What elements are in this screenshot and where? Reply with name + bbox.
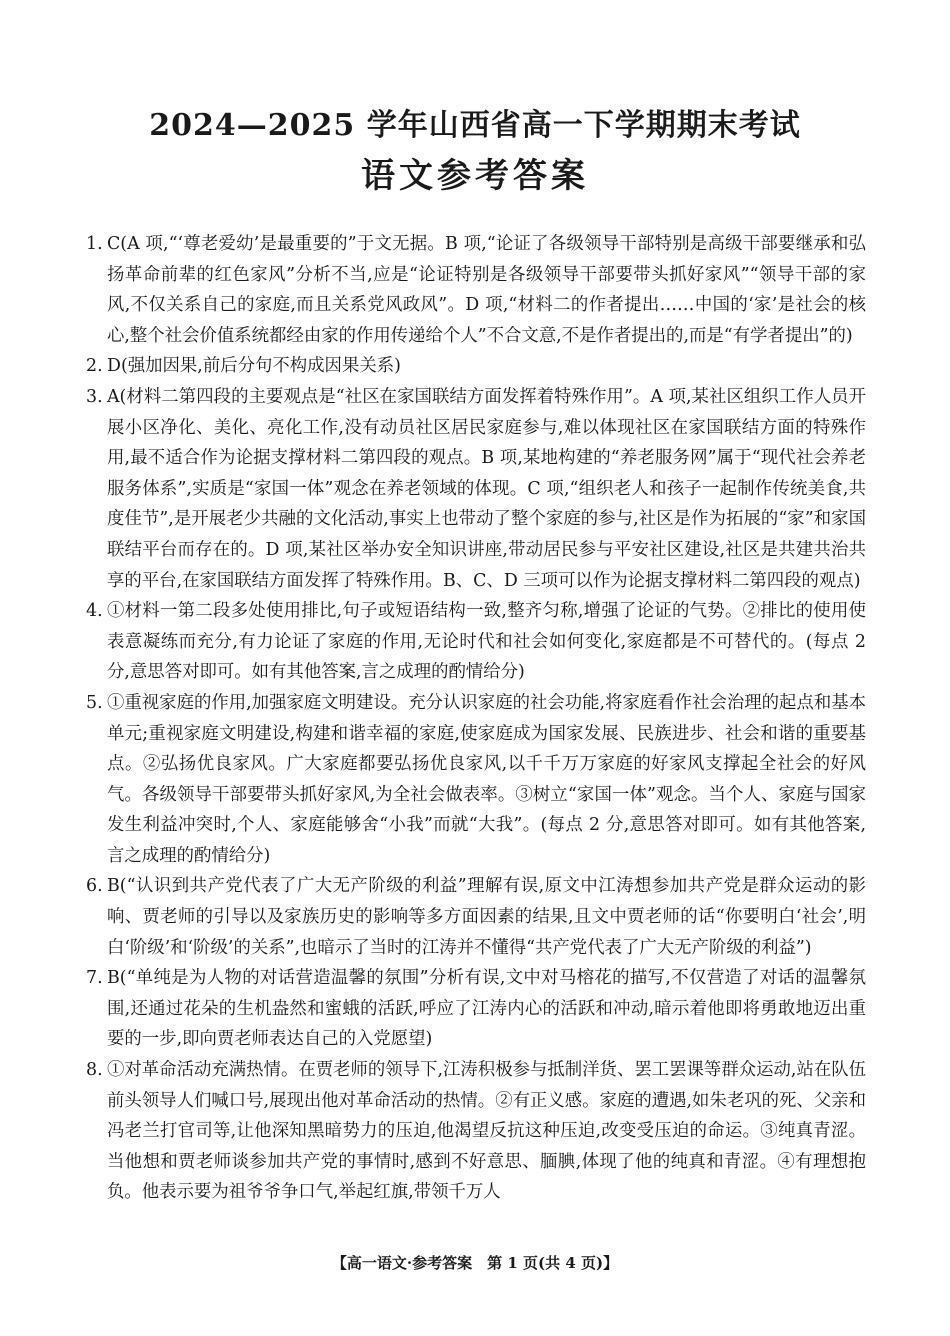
answer-item-8	[86, 1055, 866, 1208]
answer-number: 3.	[86, 386, 103, 407]
answer-number: 6.	[86, 876, 103, 897]
answer-number: 4.	[86, 601, 103, 622]
answer-text: A(材料二第四段的主要观点是“社区在家国联结方面发挥着特殊作用”。A 项,某社区组织工作人员开展小区净化、美化、亮化工作,没有动员社区居民家庭参与,难以体现社区在家国联结方面的特殊作用,最不适合作为论据支撑材料二第四段的观点。B 项,某地构建的“养老服务网”属于“现代社会养老服务体系”,实质是“家国一体”观念在养老领域的体现。C 项,“组织老人和孩子一起制作传统美食,共度佳节”,是开展老少共融的文化活动,事实上也带动了整个家庭的参与,社区是作为拓展的“家”和家国联结平台而存在的。D 项,某社区举办安全知识讲座,带动居民参与平安社区建设,社区是共建共治共享的平台,在家国联结方面发挥了特殊作用。B、C、D 三项可以作为论据支撑材料二第四段的观点)	[107, 386, 866, 591]
answer-text: ①材料一第二段多处使用排比,句子或短语结构一致,整齐匀称,增强了论证的气势。②排比的使用使表意凝练而充分,有力论证了家庭的作用,无论时代和社会如何变化,家庭都是不可替代的。(每点 2 分,意思答对即可。如有其他答案,言之成理的酌情给分)	[107, 601, 866, 683]
answer-number: 2.	[86, 356, 103, 377]
answer-text: B(“单纯是为人物的对话营造温馨的氛围”分析有误,文中对马榕花的描写,不仅营造了对话的温馨氛围,还通过花朵的生机盎然和蜜蛾的活跃,呼应了江涛内心的活跃和冲动,暗示着他即将勇敢地迈出重要的一步,即向贾老师表达自己的入党愿望)	[107, 968, 866, 1050]
answer-text: B(“认识到共产党代表了广大无产阶级的利益”理解有误,原文中江涛想参加共产党是群众运动的影响、贾老师的引导以及家族历史的影响等多方面因素的结果,且文中贾老师的话“你要明白‘社会’,明白‘阶级’和‘阶级’的关系”,也暗示了当时的江涛并不懂得“共产党代表了广大无产阶级的利益”)	[107, 876, 866, 958]
answer-text: ①对革命活动充满热情。在贾老师的领导下,江涛积极参与抵制洋货、罢工罢课等群众运动,站在队伍前头领导人们喊口号,展现出他对革命活动的热情。②有正义感。家庭的遭遇,如朱老巩的死、父亲和冯老兰打官司等,让他深知黑暗势力的压迫,他渴望反抗这种压迫,改变受压迫的命运。③纯真青涩。当他想和贾老师谈参加共产党的事情时,感到不好意思、腼腆,体现了他的纯真和青涩。④有理想抱负。他表示要为祖爷爷争口气,举起红旗,带领千万人	[107, 1060, 866, 1203]
answer-number: 8.	[86, 1060, 103, 1081]
answer-list	[86, 229, 866, 1208]
answer-item-2	[86, 351, 866, 382]
answer-text: ①重视家庭的作用,加强家庭文明建设。充分认识家庭的社会功能,将家庭看作社会治理的起点和基本单元;重视家庭文明建设,构建和谐幸福的家庭,使家庭成为国家发展、民族进步、社会和谐的重要基点。②弘扬优良家风。广大家庭都要弘扬优良家风,以千千万万家庭的好家风支撑起全社会的好风气。各级领导干部要带头抓好家风,为全社会做表率。③树立“家国一体”观念。当个人、家庭与国家发生利益冲突时,个人、家庭能够舍“小我”而就“大我”。(每点 2 分,意思答对即可。如有其他答案,言之成理的酌情给分)	[107, 692, 866, 866]
answer-number: 1.	[86, 234, 103, 254]
answer-item-6	[86, 871, 866, 963]
answer-item-4	[86, 596, 866, 688]
answer-item-1	[86, 229, 866, 351]
answer-item-5	[86, 688, 866, 872]
exam-title: 2024—2025 学年山西省高一下学期期末考试	[149, 108, 801, 143]
answer-number: 5.	[86, 692, 103, 713]
answer-text: D(强加因果,前后分句不构成因果关系)	[107, 356, 401, 377]
answer-item-3	[86, 382, 866, 596]
answer-text: C(A 项,“‘尊老爱幼’是最重要的”于文无据。B 项,“论证了各级领导干部特别是高级干部要继承和弘扬革命前辈的红色家风”分析不当,应是“论证特别是各级领导干部要带头抓好家风”“领导干部的家风,不仅关系自己的家庭,而且关系党风政风”。D 项,“材料二的作者提出……中国的‘家’是社会的核心,整个社会价值系统都经由家的作用传递给个人”不合文意,不是作者提出的,而是“有学者提出”的)	[107, 234, 866, 346]
page-footer: 【高一语文·参考答案 第 1 页(共 4 页)】	[331, 1254, 619, 1272]
answer-key-title: 语文参考答案	[361, 156, 589, 196]
answer-item-7	[86, 963, 866, 1055]
answer-number: 7.	[86, 968, 103, 989]
